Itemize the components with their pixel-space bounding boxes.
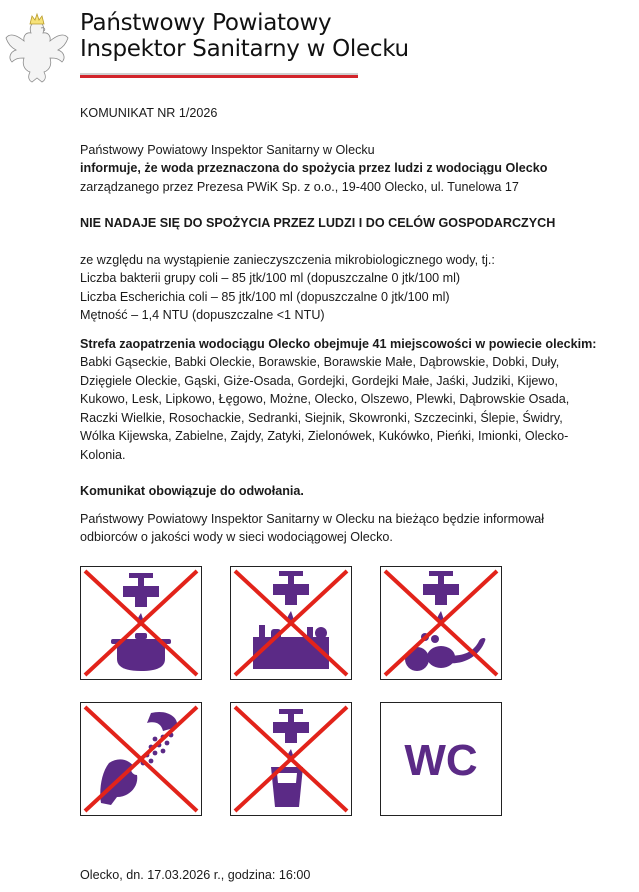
title-line-2: Inspektor Sanitarny w Olecku	[80, 36, 409, 62]
validity-note: Komunikat obowiązuje do odwołania.	[80, 484, 304, 498]
pictogram-grid	[80, 566, 500, 816]
issuer: Państwowy Powiatowy Inspektor Sanitarny w Olecku	[80, 142, 375, 157]
communique-number: KOMUNIKAT NR 1/2026	[80, 106, 218, 120]
wc-label: WC	[404, 736, 478, 785]
headline: NIE NADAJE SIĘ DO SPOŻYCIA PRZEZ LUDZI I DO CELÓW GOSPODARCZYCH	[80, 216, 556, 230]
reason-intro: ze względu na wystąpienie zanieczyszczenia mikrobiologicznego wody, tj.:	[80, 252, 495, 267]
measurement-turbidity: Mętność – 1,4 NTU (dopuszczalne <1 NTU)	[80, 308, 325, 322]
no-dishwashing-icon	[230, 566, 352, 680]
no-washing-food-icon	[380, 566, 502, 680]
no-cooking-icon	[80, 566, 202, 680]
header	[0, 0, 639, 85]
inform-line: informuje, że woda przeznaczona do spożycia przez ludzi z wodociągu Olecko	[80, 161, 548, 175]
follow-up-note: Państwowy Powiatowy Inspektor Sanitarny w Olecku na bieżąco będzie informował odbiorców o jakości wody w sieci wodociągowej Olecko.	[80, 511, 545, 544]
managed-by: zarządzanego przez Prezesa PWiK Sp. z o.o., 19-400 Olecko, ul. Tunelowa 17	[80, 179, 519, 194]
zone-localities: Babki Gąseckie, Babki Oleckie, Borawskie, Borawskie Małe, Dąbrowskie, Dobki, Duły, Dzięgiele Oleckie, Gąski, Giże-Osada, Gordejki, Gordejki Małe, Jaśki, Judziki, Kijewo, Kukowo, Lesk, Lipkowo, Łęgowo, Możne, Olecko, Olszewo, Plewki, Dąbrowskie Osada, Raczki Wielkie, Rosochackie, Sedranki, Siejnik, Skowronki, Szczecinki, Ślepie, Świdry, Wólka Kijewska, Zabielne, Zajdy, Zatyki, Zielonówek, Kukówko, Pieńki, Imionki, Olecko-Kolonia.	[80, 355, 570, 462]
no-drinking-icon	[230, 702, 352, 816]
white-eagle-emblem-icon	[4, 8, 70, 84]
measurement-coli: Liczba bakterii grupy coli – 85 jtk/100 ml (dopuszczalne 0 jtk/100 ml)	[80, 271, 461, 285]
zone-heading: Strefa zaopatrzenia wodociągu Olecko obejmuje 41 miejscowości w powiecie oleckim:	[80, 336, 597, 351]
header-rule	[80, 73, 358, 78]
header-rule-red	[80, 75, 358, 78]
no-shower-icon	[80, 702, 202, 816]
place-date: Olecko, dn. 17.03.2026 r., godzina: 16:00	[80, 868, 311, 882]
communique-body	[80, 104, 600, 547]
page-title	[80, 10, 409, 62]
title-line-1: Państwowy Powiatowy	[80, 10, 332, 36]
wc-allowed-icon	[380, 702, 502, 816]
measurement-ecoli: Liczba Escherichia coli – 85 jtk/100 ml (dopuszczalne 0 jtk/100 ml)	[80, 289, 450, 304]
